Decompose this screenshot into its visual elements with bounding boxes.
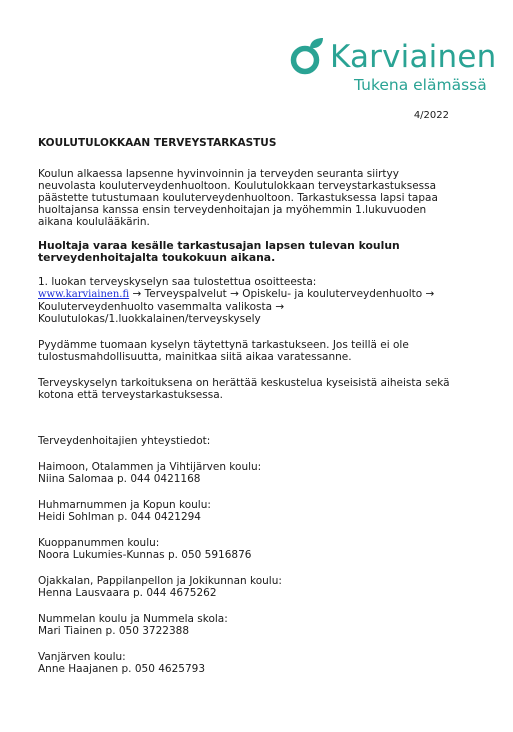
contact-schools: Kuoppanummen koulu: [38,537,160,549]
brand-name: Karviainen [330,39,497,75]
contact-item [38,537,478,561]
request-paragraph: Pyydämme tuomaan kyselyn täytettynä tarkastukseen. Jos teillä ei ole tulostusmahdollisuutta, mainitkaa siitä aikaa varatessanne. [38,339,409,363]
document-title: KOULUTULOKKAAN TERVEYSTARKASTUS [38,137,277,149]
contact-schools: Nummelan koulu ja Nummela skola: [38,613,228,625]
contact-item [38,499,478,523]
contact-person: Henna Lausvaara p. 044 4675262 [38,587,217,599]
intro-paragraph: Koulun alkaessa lapsenne hyvinvoinnin ja terveyden seuranta siirtyy neuvolasta kouluterveydenhuoltoon. Koulutulokkaan terveystarkastuksessa päästette tutustumaan kouluterveydenhuoltoon. Tarkastuksessa lapsi tapaa huoltajansa kanssa ensin terveydenhoitajan ja myöhemmin 1.lukuvuoden aikana koululääkärin. [38,168,438,228]
contact-person: Noora Lukumies-Kunnas p. 050 5916876 [38,549,252,561]
contact-item [38,613,478,637]
contact-item [38,575,478,599]
contact-schools: Haimoon, Otalammen ja Vihtijärven koulu: [38,461,262,473]
contacts-heading: Terveydenhoitajien yhteystiedot: [38,435,211,447]
survey-lead: 1. luokan terveyskyselyn saa tulostettua osoitteesta: [38,276,317,288]
document-body [38,168,478,675]
contact-schools: Vanjärven koulu: [38,651,126,663]
survey-paragraph [38,276,478,325]
contact-person: Mari Tiainen p. 050 3722388 [38,625,190,637]
document-date: 4/2022 [413,110,449,121]
brand-tagline: Tukena elämässä [354,76,487,94]
contact-schools: Ojakkalan, Pappilanpellon ja Jokikunnan koulu: [38,575,282,587]
contact-item [38,651,478,675]
contact-person: Niina Salomaa p. 044 0421168 [38,473,201,485]
survey-path-start: → Terveyspalvelut → Opiskelu- ja kouluterveydenhuolto → [129,288,435,300]
survey-path-rest: Kouluterveydenhuolto vasemmalta valikosta → Koulutulokas/1.luokkalainen/terveyskysely [38,301,285,325]
contact-schools: Huhmarnummen ja Kopun koulu: [38,499,211,511]
contact-person: Anne Haajanen p. 050 4625793 [38,663,205,675]
brand-logo [290,38,497,98]
berry-leaf-logo-icon [290,38,328,76]
contact-item [38,461,478,485]
contact-person: Heidi Sohlman p. 044 0421294 [38,511,201,523]
purpose-paragraph: Terveyskyselyn tarkoituksena on herättää keskustelua kyseisistä aiheista sekä kotona että terveystarkastuksessa. [38,377,450,401]
survey-path-first-line [38,288,478,301]
karviainen-website-link[interactable]: www.karviainen.fi [38,289,130,300]
booking-instruction: Huoltaja varaa kesälle tarkastusajan lapsen tulevan koulun terveydenhoitajalta toukokuun aikana. [38,239,400,264]
